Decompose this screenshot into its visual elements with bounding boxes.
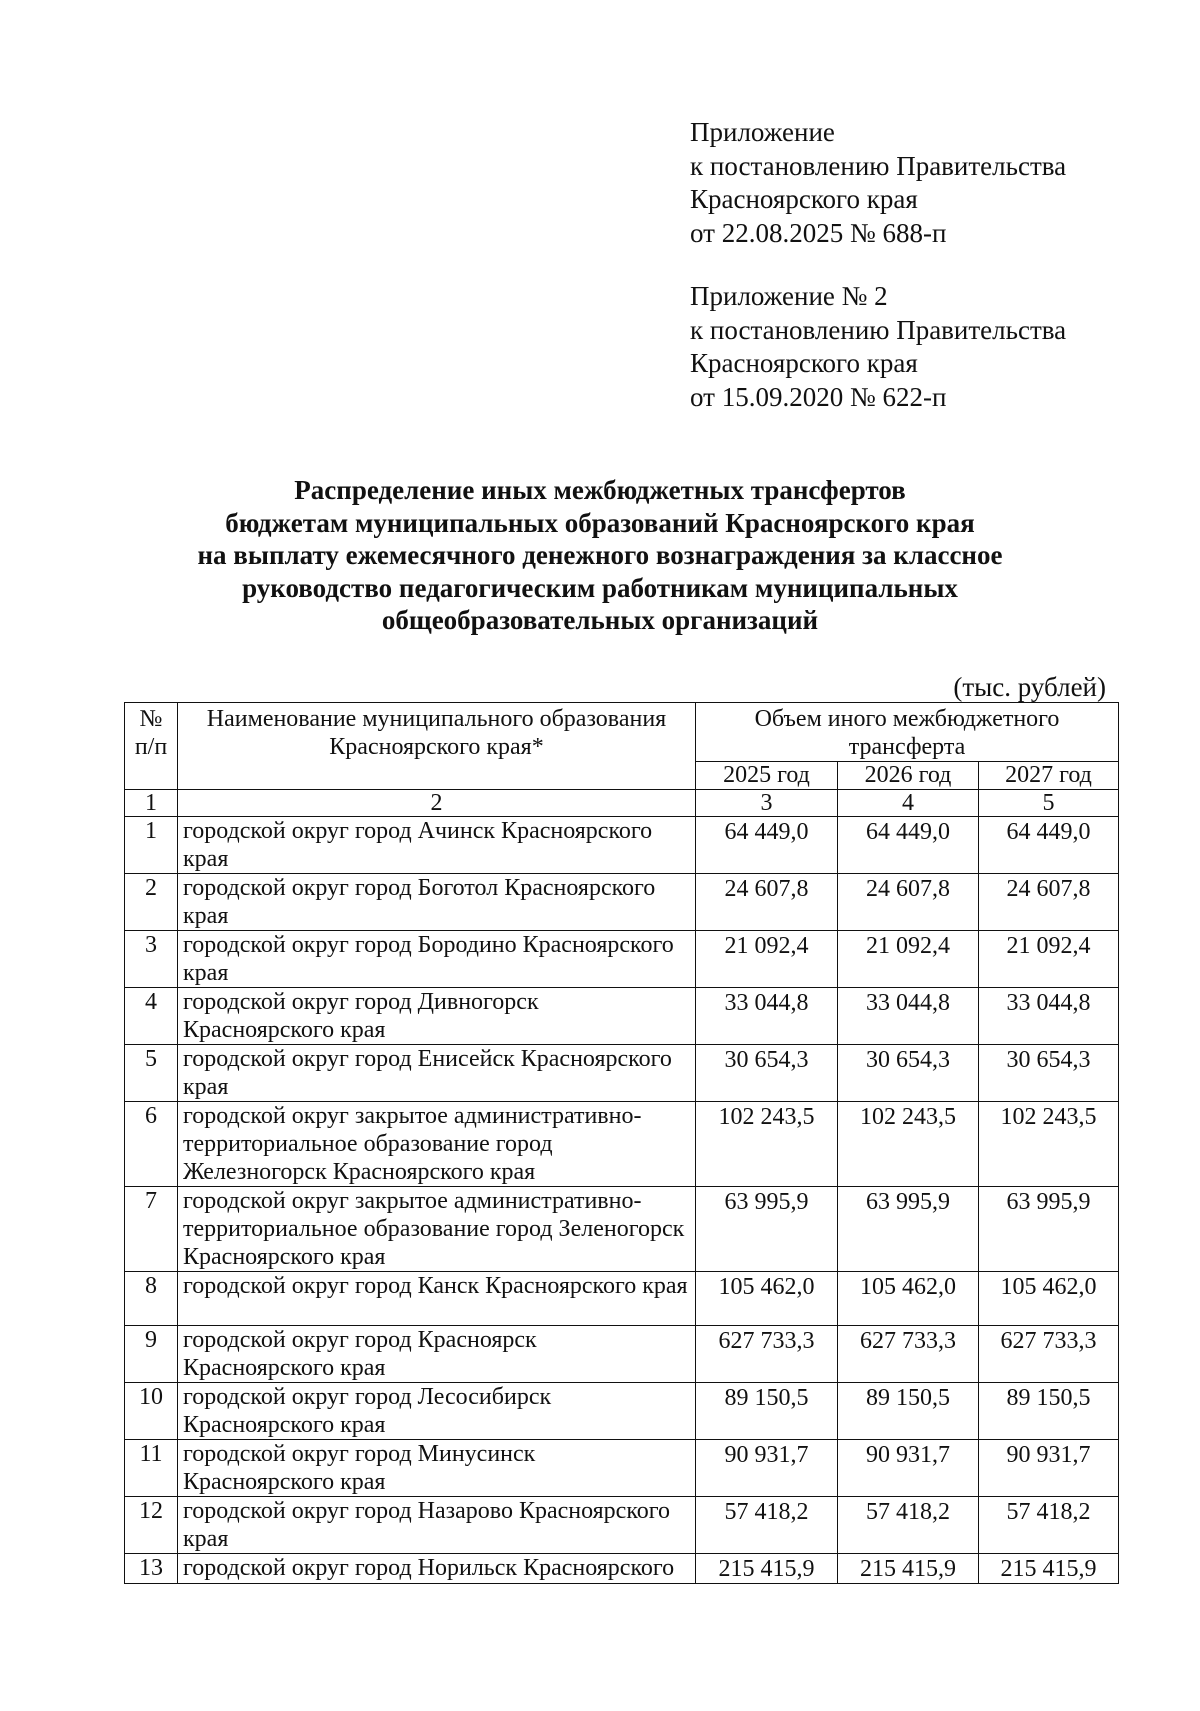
value-2026: 33 044,8 bbox=[838, 988, 979, 1045]
value-2027: 24 607,8 bbox=[979, 874, 1119, 931]
row-number: 4 bbox=[125, 988, 178, 1045]
table-row bbox=[125, 1326, 1119, 1383]
header-year-2026: 2026 год bbox=[838, 762, 979, 790]
units-label: (тыс. рублей) bbox=[953, 672, 1106, 702]
value-2026: 64 449,0 bbox=[838, 817, 979, 874]
value-2026: 57 418,2 bbox=[838, 1497, 979, 1554]
value-2026: 24 607,8 bbox=[838, 874, 979, 931]
header-number: № п/п bbox=[125, 703, 178, 790]
title-line: Распределение иных межбюджетных трансфертов bbox=[294, 475, 906, 505]
municipality-name: городской округ город Красноярск Красноярского края bbox=[178, 1326, 696, 1383]
table-row bbox=[125, 817, 1119, 874]
column-index: 5 bbox=[979, 790, 1119, 817]
row-number: 2 bbox=[125, 874, 178, 931]
value-2025: 30 654,3 bbox=[696, 1045, 838, 1102]
value-2025: 33 044,8 bbox=[696, 988, 838, 1045]
table-row bbox=[125, 874, 1119, 931]
table-header-row bbox=[125, 703, 1119, 762]
row-number: 6 bbox=[125, 1102, 178, 1187]
value-2027: 21 092,4 bbox=[979, 931, 1119, 988]
value-2025: 627 733,3 bbox=[696, 1326, 838, 1383]
value-2025: 89 150,5 bbox=[696, 1383, 838, 1440]
approval-block-current bbox=[690, 116, 1150, 250]
value-2027: 105 462,0 bbox=[979, 1272, 1119, 1326]
row-number: 13 bbox=[125, 1554, 178, 1584]
municipality-name: городской округ город Бородино Красноярского края bbox=[178, 931, 696, 988]
value-2025: 63 995,9 bbox=[696, 1187, 838, 1272]
municipality-name: городской округ город Лесосибирск Красноярского края bbox=[178, 1383, 696, 1440]
value-2026: 90 931,7 bbox=[838, 1440, 979, 1497]
value-2026: 89 150,5 bbox=[838, 1383, 979, 1440]
table-row bbox=[125, 1383, 1119, 1440]
value-2025: 90 931,7 bbox=[696, 1440, 838, 1497]
value-2025: 64 449,0 bbox=[696, 817, 838, 874]
header-municipality: Наименование муниципального образования Красноярского края* bbox=[178, 703, 696, 790]
row-number: 9 bbox=[125, 1326, 178, 1383]
column-index: 3 bbox=[696, 790, 838, 817]
table-row bbox=[125, 1440, 1119, 1497]
municipality-name: городской округ закрытое административно-территориальное образование город Зеленогорск Красноярского края bbox=[178, 1187, 696, 1272]
value-2026: 102 243,5 bbox=[838, 1102, 979, 1187]
document-title bbox=[100, 474, 1100, 637]
approval-line-3: Красноярского края bbox=[690, 184, 918, 214]
value-2027: 64 449,0 bbox=[979, 817, 1119, 874]
column-index: 4 bbox=[838, 790, 979, 817]
value-2027: 57 418,2 bbox=[979, 1497, 1119, 1554]
title-line: руководство педагогическим работникам муниципальных bbox=[242, 572, 958, 603]
value-2027: 33 044,8 bbox=[979, 988, 1119, 1045]
row-number: 11 bbox=[125, 1440, 178, 1497]
title-line: на выплату ежемесячного денежного вознаграждения за классное bbox=[197, 540, 1003, 570]
row-number: 8 bbox=[125, 1272, 178, 1326]
value-2025: 102 243,5 bbox=[696, 1102, 838, 1187]
approval-line-4: от 15.09.2020 № 622-п bbox=[690, 381, 947, 412]
table-row bbox=[125, 1272, 1119, 1326]
value-2027: 89 150,5 bbox=[979, 1383, 1119, 1440]
value-2025: 57 418,2 bbox=[696, 1497, 838, 1554]
value-2026: 215 415,9 bbox=[838, 1554, 979, 1584]
value-2026: 63 995,9 bbox=[838, 1187, 979, 1272]
value-2026: 30 654,3 bbox=[838, 1045, 979, 1102]
table-row bbox=[125, 1554, 1119, 1584]
value-2026: 21 092,4 bbox=[838, 931, 979, 988]
row-number: 5 bbox=[125, 1045, 178, 1102]
table-row bbox=[125, 1187, 1119, 1272]
value-2025: 105 462,0 bbox=[696, 1272, 838, 1326]
table-row bbox=[125, 931, 1119, 988]
row-number: 12 bbox=[125, 1497, 178, 1554]
approval-line-3: Красноярского края bbox=[690, 348, 918, 378]
municipality-name: городской округ город Енисейск Красноярского края bbox=[178, 1045, 696, 1102]
approval-line-2: к постановлению Правительства bbox=[690, 314, 1067, 345]
header-transfer-volume: Объем иного межбюджетного трансферта bbox=[696, 703, 1119, 762]
municipality-name: городской округ город Канск Красноярского края bbox=[178, 1272, 696, 1326]
municipality-name: городской округ закрытое административно-территориальное образование город Железногорск Красноярского края bbox=[178, 1102, 696, 1187]
table-row bbox=[125, 988, 1119, 1045]
approval-line-4: от 22.08.2025 № 688-п bbox=[690, 217, 947, 248]
municipality-name: городской округ город Назарово Красноярского края bbox=[178, 1497, 696, 1554]
value-2026: 627 733,3 bbox=[838, 1326, 979, 1383]
value-2027: 627 733,3 bbox=[979, 1326, 1119, 1383]
value-2025: 21 092,4 bbox=[696, 931, 838, 988]
value-2026: 105 462,0 bbox=[838, 1272, 979, 1326]
approval-line-2: к постановлению Правительства bbox=[690, 150, 1067, 181]
municipality-name: городской округ город Дивногорск Красноярского края bbox=[178, 988, 696, 1045]
row-number: 10 bbox=[125, 1383, 178, 1440]
value-2027: 215 415,9 bbox=[979, 1554, 1119, 1584]
municipality-name: городской округ город Минусинск Красноярского края bbox=[178, 1440, 696, 1497]
header-year-2025: 2025 год bbox=[696, 762, 838, 790]
column-index: 1 bbox=[125, 790, 178, 817]
table-row bbox=[125, 1045, 1119, 1102]
title-line: общеобразовательных организаций bbox=[381, 605, 819, 635]
column-index-row bbox=[125, 790, 1119, 817]
allocation-table bbox=[124, 702, 1119, 1584]
municipality-name: городской округ город Ачинск Красноярского края bbox=[178, 817, 696, 874]
table-row bbox=[125, 1102, 1119, 1187]
header-year-2027: 2027 год bbox=[979, 762, 1119, 790]
value-2027: 63 995,9 bbox=[979, 1187, 1119, 1272]
value-2025: 24 607,8 bbox=[696, 874, 838, 931]
row-number: 1 bbox=[125, 817, 178, 874]
title-line: бюджетам муниципальных образований Красноярского края bbox=[225, 507, 975, 538]
value-2025: 215 415,9 bbox=[696, 1554, 838, 1584]
value-2027: 90 931,7 bbox=[979, 1440, 1119, 1497]
value-2027: 102 243,5 bbox=[979, 1102, 1119, 1187]
approval-line-1: Приложение bbox=[690, 117, 835, 147]
approval-block-original bbox=[690, 280, 1150, 414]
value-2027: 30 654,3 bbox=[979, 1045, 1119, 1102]
row-number: 7 bbox=[125, 1187, 178, 1272]
column-index: 2 bbox=[178, 790, 696, 817]
municipality-name: городской округ город Боготол Красноярского края bbox=[178, 874, 696, 931]
table-row bbox=[125, 1497, 1119, 1554]
approval-line-1: Приложение № 2 bbox=[690, 281, 888, 311]
municipality-name: городской округ город Норильск Красноярского bbox=[178, 1554, 696, 1584]
row-number: 3 bbox=[125, 931, 178, 988]
